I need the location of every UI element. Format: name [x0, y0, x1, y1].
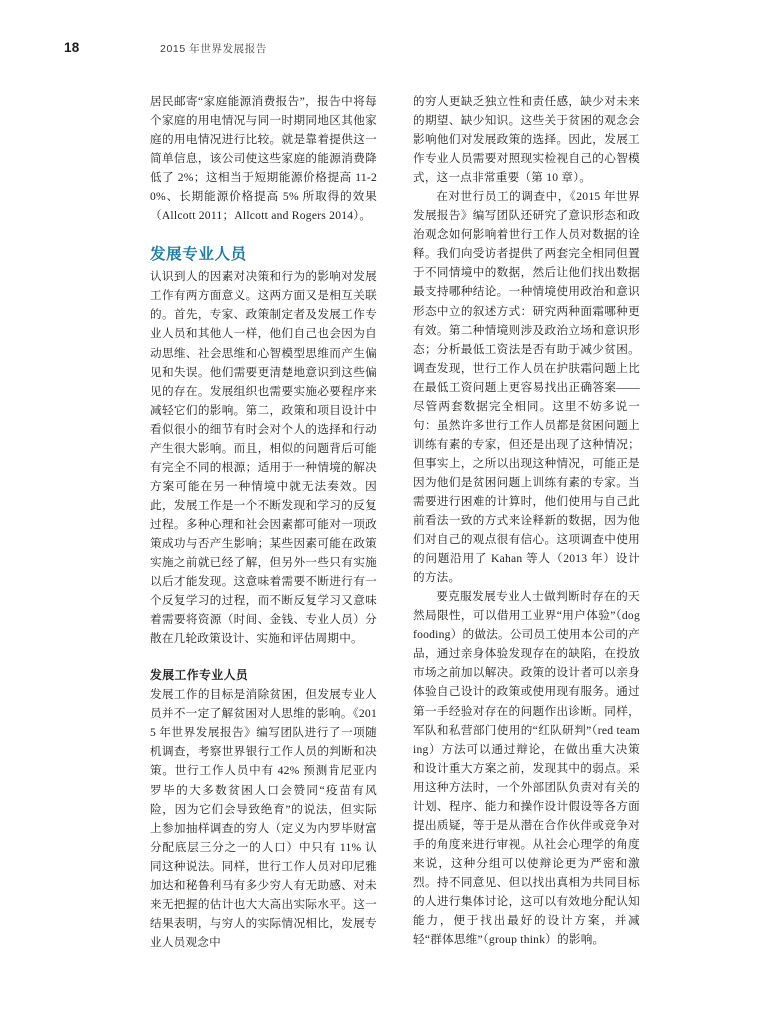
running-head	[64, 40, 716, 66]
paragraph: 认识到人的因素对决策和行为的影响对发展工作有两方面意义。这两方面又是相互关联的。首先，专家、政策制定者及发展工作专业人员和其他人一样，他们自己也会因为自动思维、社会思维和心智模型思维而产生偏见和失误。他们需要更清楚地意识到这些偏见的存在。发展组织也需要实施必要程序来减轻它们的影响。第二，政策和项目设计中看似很小的细节有时会对个人的选择和行动产生很大影响。而且，相似的问题背后可能有完全不同的根源；适用于一种情境的解决方案可能在另一种情境中就无法奏效。因此，发展工作是一个不断发现和学习的反复过程。多种心理和社会因素都可能对一项政策成功与否产生影响；某些因素可能在政策实施之前就已经了解，但另外一些只有实施以后才能发现。这意味着需要不断进行有一个反复学习的过程，而不断反复学习又意味着需要将资源（时间、金钱、专业人员）分散在几轮政策设计、实施和评估周期中。	[150, 270, 377, 646]
page-number: 18	[64, 40, 80, 55]
paragraph: 的穷人更缺乏独立性和责任感，缺少对未来的期望、缺少知识。这些关于贫困的观念会影响他们对发展政策的选择。因此，发展工作专业人员需要对照现实检视自己的心智模式，这一点非常重要（第 10 章）。	[413, 95, 640, 185]
running-title: 2015 年世界发展报告	[160, 43, 267, 55]
section-heading-development-professionals: 发展专业人员	[150, 246, 247, 264]
paragraph: 居民邮寄“家庭能源消费报告”，报告中将每个家庭的用电情况与同一时期同地区其他家庭的用电情况进行比较。就是靠着提供这一简单信息，该公司使这些家庭的能源消费降低了 2%；这相当于短期能源价格提高 11-20%、长期能源价格提高 5% 所取得的效果（Allcott 2011；Allcott and Rogers 2014）。	[150, 95, 377, 223]
right-column	[413, 92, 640, 972]
left-column	[150, 92, 377, 972]
page-body	[150, 92, 640, 972]
paragraph: 要克服发展专业人士做判断时存在的天然局限性，可以借用工业界“用户体验”（dogfooding）的做法。公司员工使用本公司的产品，通过亲身体验发现存在的缺陷，在投放市场之前加以解决。政策的设计者可以亲身体验自己设计的政策或使用现有服务。通过第一手经验对存在的问题作出诊断。同样，军队和私营部门使用的“红队研判”（red teaming）方法可以通过辩论，在做出重大决策和设计重大方案之前，发现其中的弱点。采用这种方法时，一个外部团队负责对有关的计划、程序、能力和操作设计假设等各方面提出质疑，等于是从潜在合作伙伴或竞争对手的角度来进行审视。从社会心理学的角度来说，这种分组可以使辩论更为严密和激烈。持不同意见、但以找出真相为共同目标的人进行集体讨论，这可以有效地分配认知能力，便于找出最好的设计方案，并减轻“群体思维”（group think）的影响。	[413, 590, 640, 947]
paragraph: 在对世行员工的调查中，《2015 年世界发展报告》编写团队还研究了意识形态和政治观念如何影响着世行工作人员对数据的诠释。我们向受访者提供了两套完全相同但置于不同情境中的数据，然后让他们找出数据最支持哪种结论。一种情境使用政治和意识形态中立的叙述方式：研究两种面霜哪种更有效。第二种情境则涉及政治立场和意识形态；分析最低工资法是否有助于减少贫困。调查发现，世行工作人员在护肤霜问题上比在最低工资问题上更容易找出正确答案——尽管两套数据完全相同。这里不妨多说一句：虽然许多世行工作人员都是贫困问题上训练有素的专家，但还是出现了这种情况；但事实上，之所以出现这种情况，可能正是因为他们是贫困问题上训练有素的专家。当需要进行困难的计算时，他们使用与自己此前看法一致的方式来诠释新的数据，因为他们对自己的观点很有信心。这项调查中使用的问题沿用了 Kahan 等人（2013 年）设计的方法。	[413, 190, 640, 585]
sub-heading-development-practitioners: 发展工作专业人员	[150, 668, 249, 683]
paragraph: 发展工作的目标是消除贫困，但发展专业人员并不一定了解贫困对人思维的影响。《2015 年世界发展报告》编写团队进行了一项随机调查，考察世界银行工作人员的判断和决策。世行工作人员中有 42% 预测肯尼亚内罗毕的大多数贫困人口会赞同“疫苗有风险，因为它们会导致绝育”的说法，但实际上参加抽样调查的穷人（定义为内罗毕财富分配底层三分之一的人口）中只有 11% 认同这种说法。同样，世行工作人员对印尼雅加达和秘鲁利马有多少穷人有无助感、对未来无把握的估计也大大高出实际水平。这一结果表明，与穷人的实际情况相比，发展专业人员观念中	[150, 688, 377, 949]
